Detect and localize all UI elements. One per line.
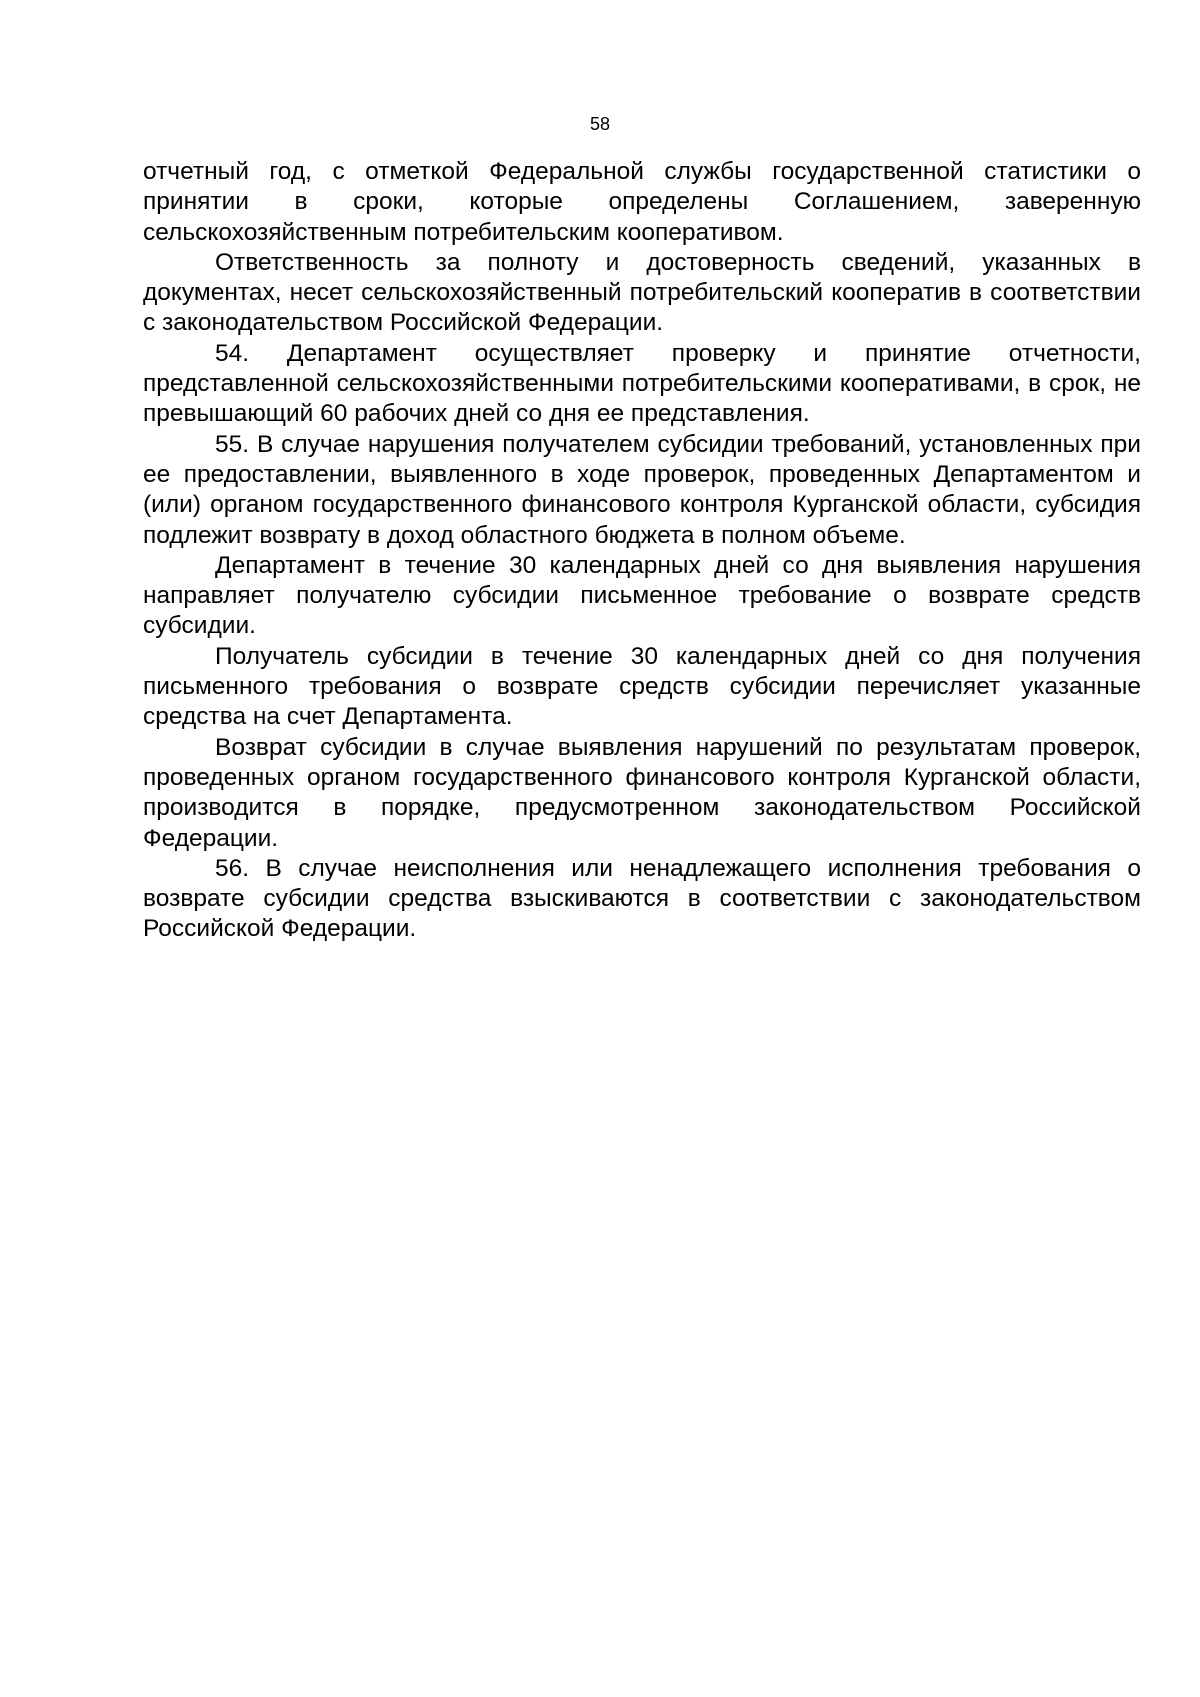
paragraph-notice-requirement: Департамент в течение 30 календарных дней со дня выявления нарушения направляет получателю субсидии письменное требование о возврате средств субсидии. <box>143 551 1141 640</box>
paragraph-item-55: 55. В случае нарушения получателем субсидии требований, установленных при ее предоставлении, выявленного в ходе проверок, проведенных Департаментом и (или) органом государственного финансового контроля Курганской области, субсидия подлежит возврату в доход областного бюджета в полном объеме. <box>143 430 1141 549</box>
paragraph-item-56: 56. В случае неисполнения или ненадлежащего исполнения требования о возврате субсидии средства взыскиваются в соответствии с законодательством Российской Федерации. <box>143 854 1141 943</box>
paragraph-continuation: отчетный год, с отметкой Федеральной службы государственной статистики о принятии в сроки, которые определены Соглашением, заверенную сельскохозяйственным потребительским кооперативом. <box>143 158 1141 246</box>
page-number: 58 <box>589 114 611 134</box>
paragraph-responsibility: Ответственность за полноту и достоверность сведений, указанных в документах, несет сельскохозяйственный потребительский кооператив в соответствии с законодательством Российской Федерации. <box>143 248 1141 337</box>
paragraph-return-procedure: Возврат субсидии в случае выявления нарушений по результатам проверок, проведенных органом государственного финансового контроля Курганской области, производится в порядке, предусмотренном законодательством Российской Федерации. <box>143 733 1141 852</box>
paragraph-item-54: 54. Департамент осуществляет проверку и принятие отчетности, представленной сельскохозяйственными потребительскими кооперативами, в срок, не превышающий 60 рабочих дней со дня ее представления. <box>143 339 1141 428</box>
document-body <box>143 157 1141 945</box>
paragraph-recipient-return: Получатель субсидии в течение 30 календарных дней со дня получения письменного требования о возврате средств субсидии перечисляет указанные средства на счет Департамента. <box>143 642 1141 731</box>
